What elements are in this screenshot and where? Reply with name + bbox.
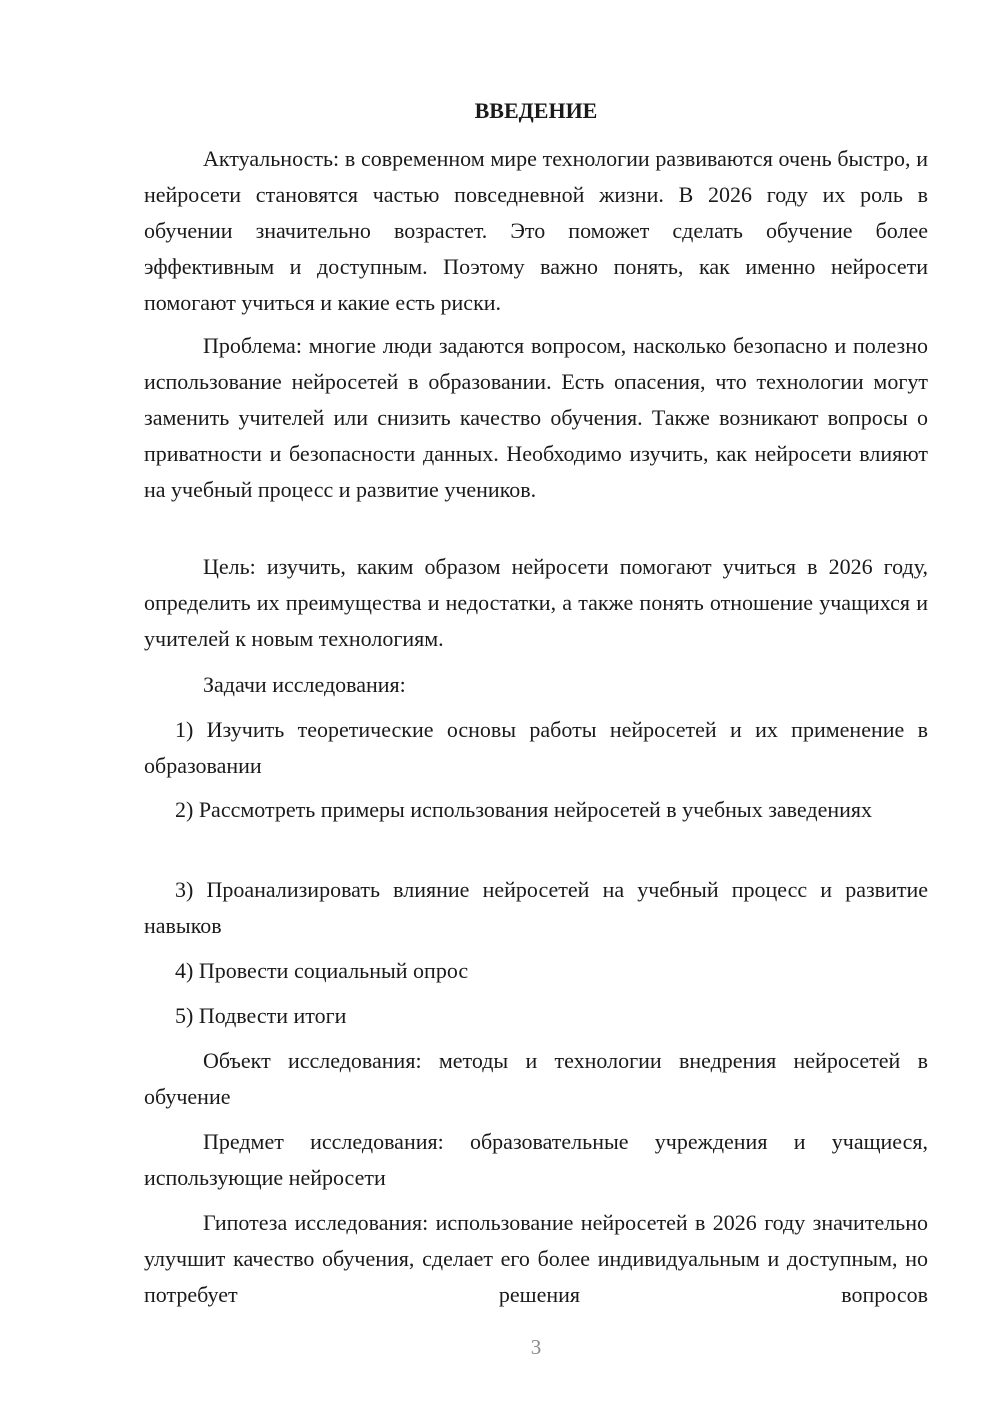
task-item-5: 5) Подвести итоги: [175, 1003, 347, 1028]
section-heading: ВВЕДЕНИЕ: [474, 98, 598, 123]
document-page: [144, 0, 928, 1414]
task-item-1: 1) Изучить теоретические основы работы нейросетей и их применение в образовании: [144, 717, 928, 778]
relevance-paragraph: Актуальность: в современном мире технологии развиваются очень быстро, и нейросети становятся частью повседневной жизни. В 2026 году их роль в обучении значительно возрастет. Это поможет сделать обучение более эффективным и доступным. Поэтому важно понять, как именно нейросети помогают учиться и какие есть риски.: [144, 146, 928, 315]
tasks-title: Задачи исследования:: [203, 672, 406, 697]
task-item-3: 3) Проанализировать влияние нейросетей на учебный процесс и развитие навыков: [144, 877, 928, 938]
page-number: 3: [530, 1335, 542, 1359]
hypothesis-paragraph: Гипотеза исследования: использование нейросетей в 2026 году значительно улучшит качество обучения, сделает его более индивидуальным и доступным, но потребует решения вопросов: [144, 1210, 928, 1307]
object-paragraph: Объект исследования: методы и технологии внедрения нейросетей в обучение: [144, 1048, 928, 1109]
problem-paragraph: Проблема: многие люди задаются вопросом, насколько безопасно и полезно использование нейросетей в образовании. Есть опасения, что технологии могут заменить учителей или снизить качество обучения. Также возникают вопросы о приватности и безопасности данных. Необходимо изучить, как нейросети влияют на учебный процесс и развитие учеников.: [144, 333, 928, 502]
task-item-4: 4) Провести социальный опрос: [175, 958, 469, 983]
task-item-2: 2) Рассмотреть примеры использования нейросетей в учебных заведениях: [175, 797, 873, 822]
subject-paragraph: Предмет исследования: образовательные учреждения и учащиеся, использующие нейросети: [144, 1129, 928, 1190]
goal-paragraph: Цель: изучить, каким образом нейросети помогают учиться в 2026 году, определить их преимущества и недостатки, а также понять отношение учащихся и учителей к новым технологиям.: [144, 554, 928, 651]
